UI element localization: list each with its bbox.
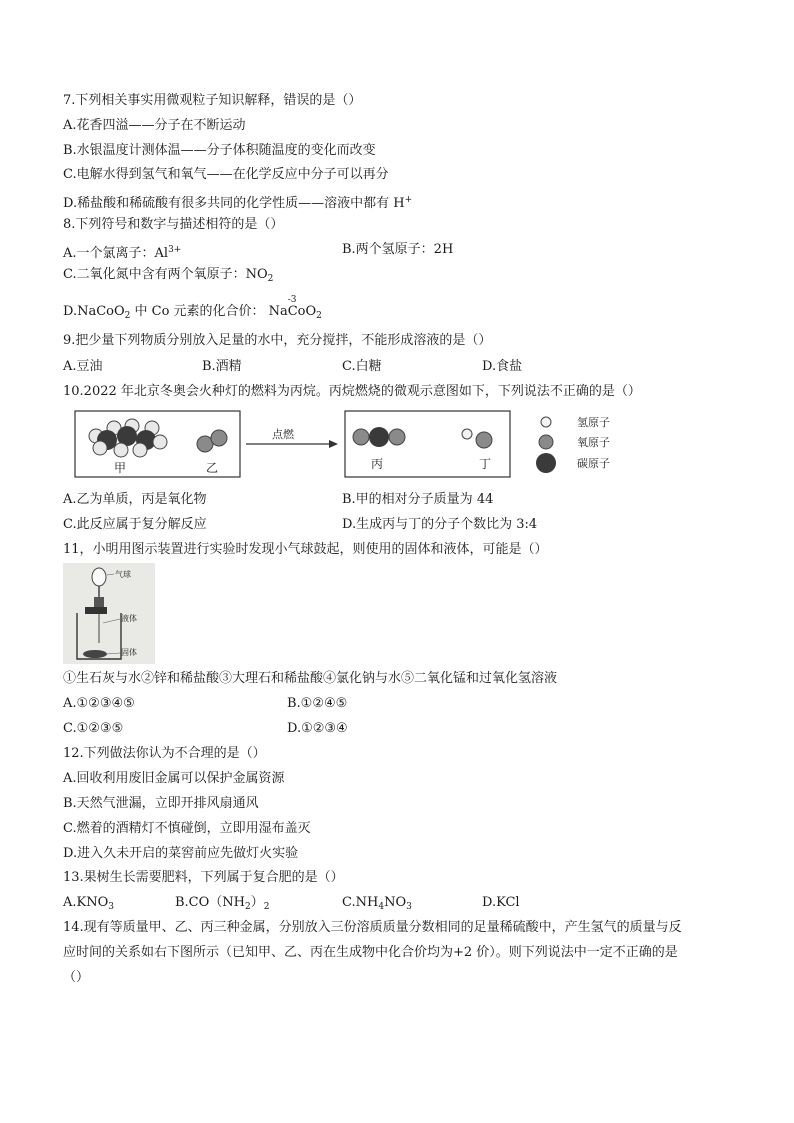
apparatus-svg [63,563,155,664]
q13-stem: 13.果树生长需要肥料，下列属于复合肥的是（） [63,870,344,885]
q8-option-d: D.NaCoO$_2$ 中 Co 元素的化合价： Na -3 CoO$_2$ [63,303,322,325]
q13-option-a: $A.KNO_3$ [63,895,114,912]
q11-option-c: C.①②③⑤ [63,721,124,736]
q9-option-d: D.食盐 [482,359,523,374]
apparatus-image [63,563,155,664]
q9-option-b: B.酒精 [202,359,242,374]
q10-stem: 10.2022 年北京冬奥会火种灯的燃料为丙烷。丙烷燃烧的微观示意图如下，下列说法不正确的是（） [63,384,641,399]
q14-line-2: 应时间的关系如右下图所示（已知甲、乙、丙在生成物中化合价均为+2 价）。则下列说法中一定不正确的是 [63,945,678,960]
arrow-head [329,440,338,448]
solid-heap [83,650,107,658]
combustion-diagram [74,406,639,482]
q10-option-c: C.此反应属于复分解反应 [63,517,207,532]
q8-option-a: A.一个氯离子：$Al^{3+}$ [63,245,182,261]
q12-stem: 12.下列做法你认为不合理的是（） [63,746,266,761]
q9-option-c: C.白糖 [342,359,382,374]
q10-option-a: A.乙为单质，丙是氧化物 [63,492,207,507]
q7-option-a: A.花香四溢——分子在不断运动 [63,118,246,133]
q12-option-b: B.天然气泄漏，立即开排风扇通风 [63,796,259,811]
legend-label-oxygen: 氧原子 [577,436,610,449]
q7-option-d: D.稀盐酸和稀硫酸有很多共同的化学性质——溶液中都有 H+ [63,195,413,211]
q12-option-c: C.燃着的酒精灯不慎碰倒，立即用湿布盖灭 [63,821,311,836]
q11-option-b: B.①②④⑤ [287,696,348,711]
legend-oxygen-icon [539,435,553,449]
valence-mark: -3 [287,295,297,305]
legend-hydrogen-icon [541,417,551,427]
legend-carbon-icon [536,453,556,473]
label-jia: 甲 [114,461,127,475]
q9-stem: 9.把少量下列物质分别放入足量的水中，充分搅拌，不能形成溶液的是（） [63,333,492,348]
combustion-diagram-svg [74,406,639,482]
q7-option-b: B.水银温度计测体温——分子体积随温度的变化而改变 [63,143,376,158]
arrow-label: 点燃 [272,428,294,441]
q13-option-d: D.KCl [482,895,520,910]
q14-line-3: （） [63,970,90,985]
q11-items: ①生石灰与水②锌和稀盐酸③大理石和稀盐酸④氯化钠与水⑤二氧化锰和过氧化氢溶液 [63,671,558,686]
q13-option-b: $B.CO(NH_2)_2$ [175,895,270,912]
label-balloon: 气球 [115,570,131,579]
water-molecule [462,429,492,448]
label-liquid: 液体 [121,614,137,623]
q13-option-c: $C.NH_4NO_3$ [342,895,412,912]
propane-molecule [89,419,167,457]
q7-stem: 7.下列相关事实用微观粒子知识解释，错误的是（） [63,93,362,108]
legend-label-hydrogen: 氢原子 [577,416,610,429]
stopper [85,607,107,614]
label-bing: 丙 [371,457,384,471]
q11-stem: 11，小明用图示装置进行实验时发现小气球鼓起，则使用的固体和液体，可能是（） [63,542,548,557]
q8-option-b: B.两个氢原子：2H [342,242,454,257]
q11-option-a: A.①②③④⑤ [63,696,135,711]
q12-option-d: D.进入久未开启的菜窖前应先做灯火实验 [63,846,299,861]
q8-stem: 8.下列符号和数字与描述相符的是（） [63,217,284,232]
label-yi: 乙 [206,461,219,475]
co2-molecule [353,427,405,447]
q7-option-c: C.电解水得到氢气和氧气——在化学反应中分子可以再分 [63,167,389,182]
legend-label-carbon: 碳原子 [577,457,610,470]
q9-option-a: A.豆油 [63,359,103,374]
q10-option-d: D.生成丙与丁的分子个数比为 3:4 [342,517,538,532]
label-ding: 丁 [479,457,492,471]
q14-line-1: 14.现有等质量甲、乙、丙三种金属，分别放入三份溶质质量分数相同的足量稀硫酸中，产生氢气的质量与反 [63,920,682,935]
oxygen-molecule [197,430,227,452]
q12-option-a: A.回收利用废旧金属可以保护金属资源 [63,771,285,786]
balloon-icon [92,568,106,586]
legend [536,415,610,473]
q11-option-d: D.①②③④ [287,721,348,736]
q10-option-b: B.甲的相对分子质量为 44 [342,492,494,507]
label-solid: 固体 [121,648,137,657]
q8-option-c: C.二氧化氮中含有两个氧原子：$NO_2$ [63,267,274,284]
